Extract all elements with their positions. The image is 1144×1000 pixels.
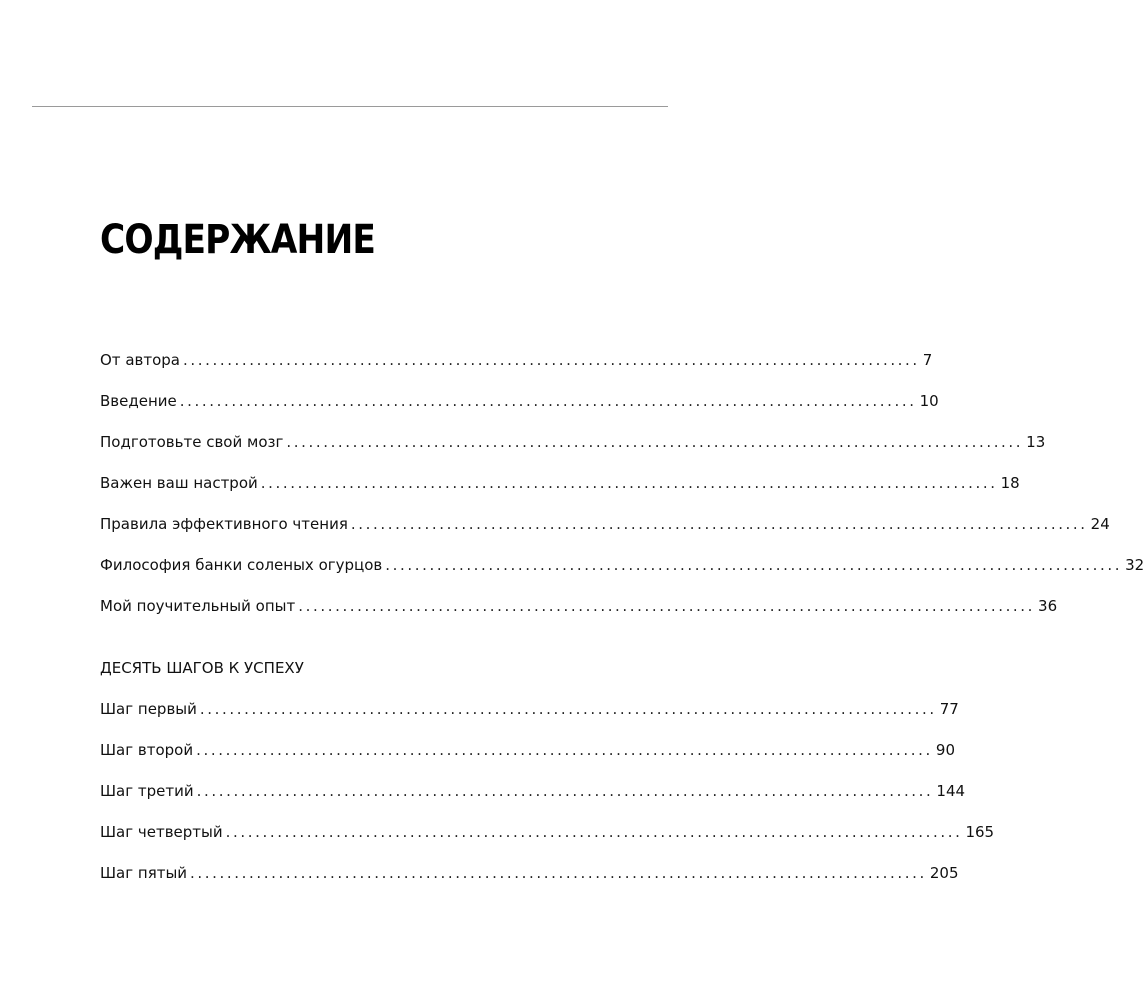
toc-entry-shag-5[interactable] [100,853,959,894]
toc-entry-shag-2[interactable] [100,730,955,771]
toc-entry-label: Подготовьте свой мозг [100,433,284,451]
toc-entry-label: Введение [100,392,177,410]
toc-entry-podgotovte-mozg[interactable] [100,422,1046,463]
toc-entry-label: Шаг четвертый [100,823,223,841]
toc-entry-page: 24 [1090,515,1110,533]
toc-entry-label: Мой поучительный опыт [100,597,296,615]
dot-leader: .................................................................................................... [260,474,998,492]
toc-entry-page: 10 [919,392,939,410]
dot-leader: .................................................................................................... [179,392,917,410]
toc-entry-page: 18 [1000,474,1020,492]
dot-leader: .................................................................................................... [196,782,934,800]
dot-leader: .................................................................................................... [225,823,963,841]
toc-entry-page: 165 [965,823,995,841]
toc-entry-label: Шаг второй [100,741,194,759]
toc-entry-shag-3[interactable] [100,771,966,812]
toc-entry-label: Шаг пятый [100,864,188,882]
toc-entry-page: 144 [936,782,966,800]
table-of-contents [100,340,1144,894]
toc-entry-page: 36 [1038,597,1058,615]
toc-section-heading: ДЕСЯТЬ ШАГОВ К УСПЕХУ [100,659,304,677]
toc-entry-shag-1[interactable] [100,689,959,730]
toc-entry-page: 13 [1026,433,1046,451]
toc-entry-pravila-chteniya[interactable] [100,504,1110,545]
toc-entry-label: Шаг первый [100,700,197,718]
toc-entry-page: 7 [922,351,933,369]
toc-entry-label: Философия банки соленых огурцов [100,556,383,574]
dot-leader: .................................................................................................... [182,351,920,369]
toc-entry-ot-avtora[interactable] [100,340,933,381]
toc-entry-page: 77 [939,700,959,718]
toc-entry-label: Правила эффективного чтения [100,515,348,533]
toc-entry-page: 32 [1125,556,1144,574]
toc-entry-vazhen-nastroy[interactable] [100,463,1020,504]
toc-entry-moy-opyt[interactable] [100,586,1058,627]
toc-entry-label: От автора [100,351,180,369]
toc-entry-page: 90 [935,741,955,759]
dot-leader: .................................................................................................... [385,556,1123,574]
dot-leader: .................................................................................................... [199,700,937,718]
toc-entry-page: 205 [929,864,959,882]
toc-entry-vvedenie[interactable] [100,381,939,422]
page-title: СОДЕРЖАНИЕ [100,217,376,263]
top-divider [32,106,668,107]
dot-leader: .................................................................................................... [350,515,1088,533]
toc-entry-shag-4[interactable] [100,812,995,853]
dot-leader: .................................................................................................... [190,864,927,882]
dot-leader: .................................................................................................... [196,741,933,759]
dot-leader: .................................................................................................... [298,597,1036,615]
toc-entry-label: Шаг третий [100,782,194,800]
toc-entry-filosofiya-banki[interactable] [100,545,1144,586]
toc-entry-label: Важен ваш настрой [100,474,258,492]
dot-leader: .................................................................................................... [286,433,1024,451]
